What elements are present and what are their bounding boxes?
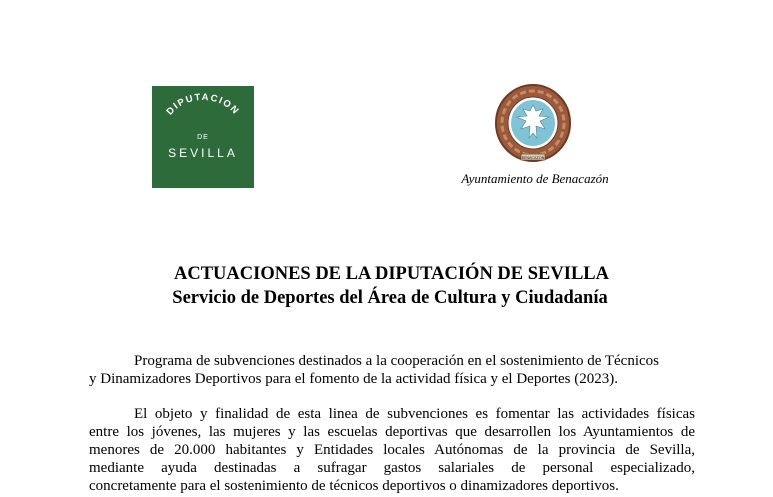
- paragraph-objective: [89, 405, 695, 495]
- seal-scroll-text: BENACAZON: [521, 155, 545, 160]
- paragraph-line: entre los jóvenes, las mujeres y las escuelas deportivas que desarrollen los Ayuntamientos de: [89, 424, 695, 440]
- ayuntamiento-caption: Ayuntamiento de Benacazón: [461, 171, 609, 186]
- paragraph-line: menores de 20.000 habitantes y Entidades locales Autónomas de la provincia de Sevilla,: [89, 442, 695, 458]
- document-subtitle: Servicio de Deportes del Área de Cultura y Ciudadanía: [172, 288, 608, 308]
- document-title: ACTUACIONES DE LA DIPUTACIÓN DE SEVILLA: [173, 264, 609, 284]
- paragraph-line: Programa de subvenciones destinados a la cooperación en el sostenimiento de Técnicos: [134, 353, 659, 369]
- diputacion-logo-text: DIPUTACION: [164, 91, 242, 118]
- paragraph-line: mediante ayuda destinadas a sufragar gastos salariales de personal especializado,: [89, 460, 695, 476]
- paragraph-line: El objeto y finalidad de esta linea de subvenciones es fomentar las actividades físicas: [134, 406, 695, 422]
- diputacion-logo-de: DE: [197, 134, 209, 141]
- diputacion-logo-sevilla: SEVILLA: [168, 146, 238, 160]
- paragraph-program: [89, 352, 695, 388]
- paragraph-line: concretamente para el sostenimiento de técnicos deportivos o dinamizadores deportivos.: [89, 478, 619, 494]
- benacazon-seal-logo: [493, 83, 573, 167]
- diputacion-sevilla-logo: [152, 86, 254, 188]
- paragraph-line: y Dinamizadores Deportivos para el fomento de la actividad física y el Deportes (2023).: [89, 371, 618, 387]
